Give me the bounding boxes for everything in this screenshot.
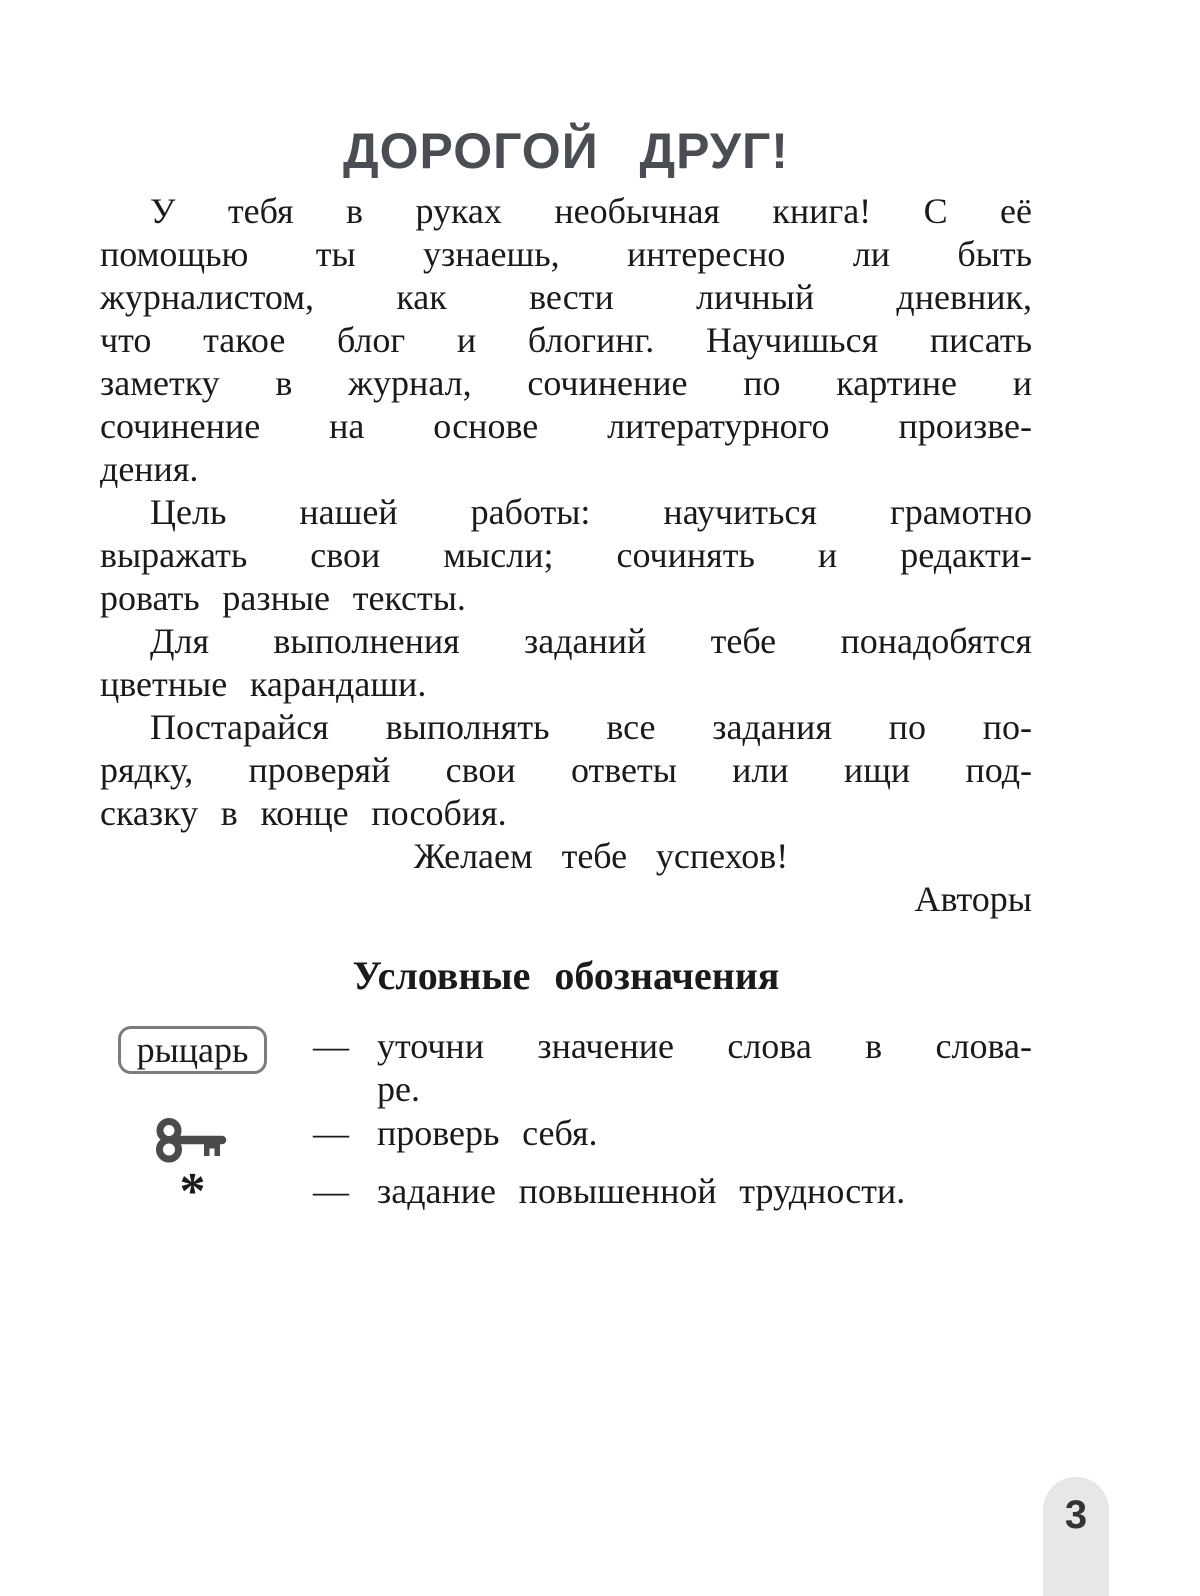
- paragraph-line: дения.: [100, 449, 199, 489]
- paragraph-line: что такое блог и блогинг. Научишься писать: [100, 320, 1032, 360]
- dash-separator: —: [313, 1171, 349, 1211]
- intro-text: [100, 190, 1032, 921]
- legend-text-line: уточни значение слова в слова-: [377, 1026, 1032, 1066]
- legend-item-text: [377, 1112, 1032, 1164]
- vocabulary-word-box: рыцарь: [118, 1026, 268, 1074]
- legend-symbol-cell: [100, 1025, 285, 1111]
- paragraph-line: сочинение на основе литературного произве-: [100, 406, 1032, 446]
- paragraph-line: У тебя в руках необычная книга! С её: [150, 191, 1032, 231]
- legend-text-line: проверь себя.: [377, 1113, 598, 1153]
- authors-signature: Авторы: [914, 879, 1032, 919]
- key-icon: [154, 1117, 232, 1164]
- legend-text-line: ре.: [377, 1069, 420, 1109]
- legend-item-text: [377, 1025, 1032, 1111]
- paragraph-line: Для выполнения заданий тебе понадобятся: [150, 621, 1032, 661]
- asterisk-symbol: *: [179, 1163, 206, 1220]
- paragraph-line: ровать разные тексты.: [100, 578, 466, 618]
- paragraph-line: выражать свои мысли; сочинять и редакти-: [100, 535, 1032, 575]
- legend-symbol-cell: [100, 1112, 285, 1164]
- dedication-line: Желаем тебе успехов!: [413, 836, 789, 876]
- legend-symbol-cell: [100, 1163, 285, 1220]
- paragraph-line: Цель нашей работы: научиться грамотно: [150, 492, 1032, 532]
- page-number-tab: [1043, 1477, 1109, 1596]
- legend-item-check-yourself: [100, 1112, 1032, 1164]
- legend-text-line: задание повышенной трудности.: [377, 1171, 906, 1211]
- page-number: 3: [1064, 1493, 1088, 1537]
- legend-item-advanced-task: [100, 1163, 1032, 1220]
- paragraph-line: цветные карандаши.: [100, 664, 427, 704]
- legend-item-text: [377, 1170, 1032, 1214]
- paragraph-line: Постарайся выполнять все задания по по-: [150, 707, 1032, 747]
- legend-item-dictionary: [100, 1025, 1032, 1111]
- dash-separator: —: [313, 1113, 349, 1153]
- paragraph-line: сказку в конце пособия.: [100, 793, 507, 833]
- page-title: ДОРОГОЙ ДРУГ!: [343, 123, 789, 179]
- paragraph-line: помощью ты узнаешь, интересно ли быть: [100, 234, 1032, 274]
- legend-heading: Условные обозначения: [352, 953, 780, 998]
- paragraph-line: рядку, проверяй свои ответы или ищи под-: [100, 750, 1032, 790]
- dash-separator: —: [313, 1026, 349, 1066]
- paragraph-line: заметку в журнал, сочинение по картине и: [100, 363, 1032, 403]
- paragraph-line: журналистом, как вести личный дневник,: [100, 277, 1032, 317]
